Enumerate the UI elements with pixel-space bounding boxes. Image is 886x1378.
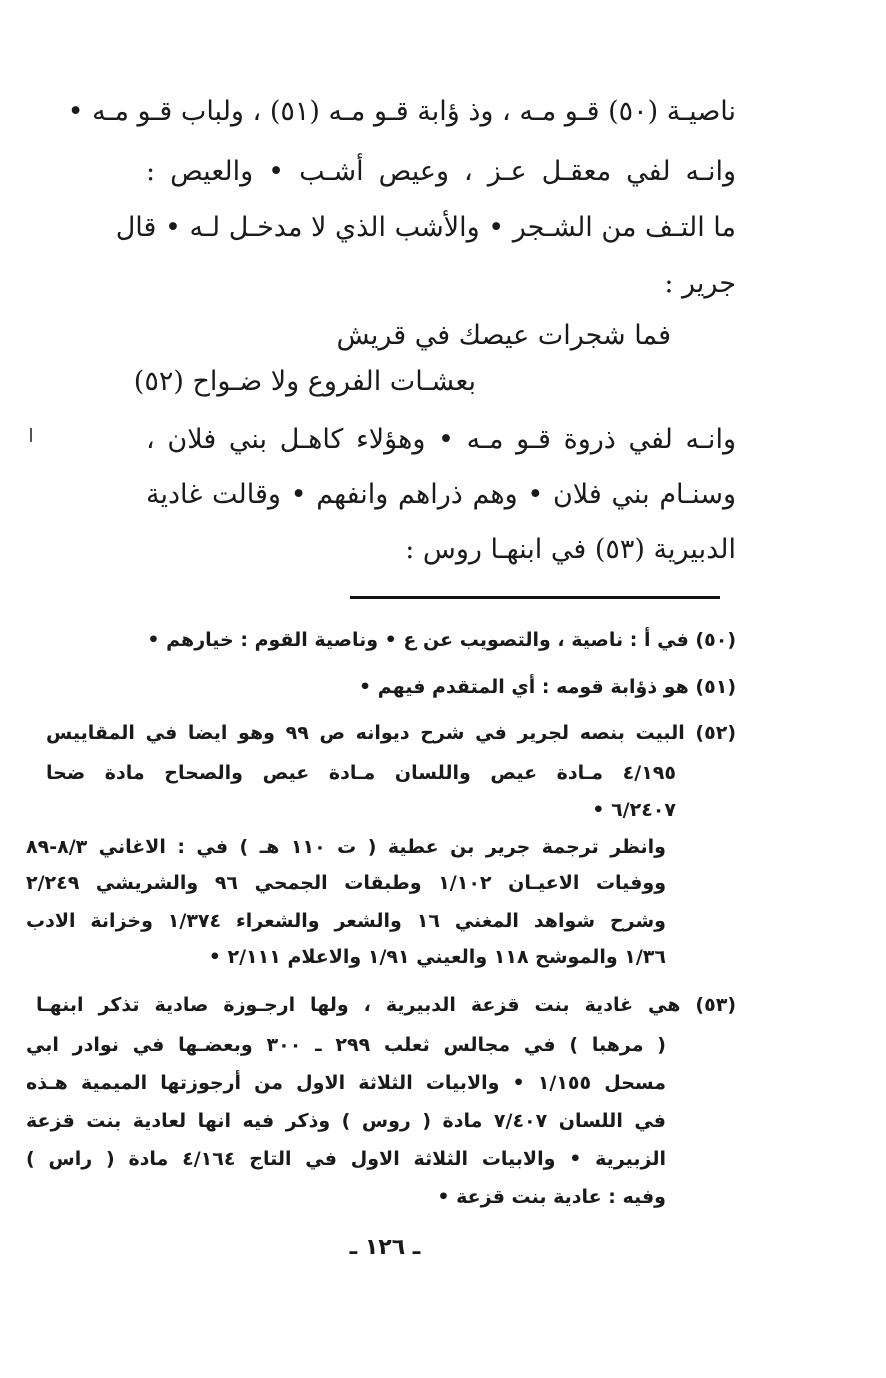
main-text-line-6: وسنـام بني فلان • وهم ذراهم وانفهم • وقالت غادية xyxy=(146,479,736,510)
footnote-ref-line-2: ووفيات الاعيـان ١/١٠٢ وطبقات الجمحي ٩٦ والشريشي ٢/٢٤٩ xyxy=(26,872,666,894)
page-number: ـ ١٢٦ ـ xyxy=(349,1235,421,1260)
footnote-number: (٥٠) xyxy=(695,629,736,651)
main-text-line-3: ما التـف من الشـجر • والأشب الذي لا مدخـل لـه • قال xyxy=(115,212,736,243)
footnote-ref-line-1: وانظر ترجمة جرير بن عطية ( ت ١١٠ هـ ) في : الاغاني ٨/٣-٨٩ xyxy=(26,836,666,858)
footnote-51 xyxy=(136,672,736,702)
footnote-52-line-3: ٦/٢٤٠٧ • xyxy=(592,799,676,821)
verse-line-2: بعشـات الفروع ولا ضـواح (٥٢) xyxy=(133,366,476,397)
footnote-ref-line-3: وشرح شواهد المغني ١٦ والشعر والشعراء ١/٣٧٤ وخزانة الادب xyxy=(26,910,666,932)
footnote-52-line-1 xyxy=(46,718,736,748)
footnote-53-line-6: وفيه : عادية بنت قزعة • xyxy=(437,1186,666,1208)
footnote-text: في أ : ناصية ، والتصويب عن ع • وناصية القوم : خيارهم • xyxy=(147,629,689,651)
footnote-text: هي غادية بنت قزعة الدبيرية ، ولها ارجـوزة صادية تذكر ابنهـا xyxy=(36,994,681,1016)
footnote-53-line-2: ( مرهبا ) في مجالس ثعلب ٢٩٩ ـ ٣٠٠ وبعضـها في نوادر ابي xyxy=(26,1034,666,1056)
footnote-53-line-4: في اللسان ٧/٤٠٧ مادة ( روس ) وذكر فيه انها لعادية بنت قزعة xyxy=(26,1110,666,1132)
main-text-line-7: الدبيرية (٥٣) في ابنهـا روس : xyxy=(405,534,736,565)
main-text-line-4: جرير : xyxy=(664,268,736,299)
main-text-line-1: ناصيـة (٥٠) قـو مـه ، وذ ؤابة قـو مـه (٥١) ، ولباب قـو مـه • xyxy=(67,96,736,127)
margin-mark xyxy=(30,428,32,442)
footnote-50 xyxy=(136,625,736,655)
footnote-53-line-3: مسحل ١/١٥٥ • والابيات الثلاثة الاول من أرجوزتها الميمية هـذه xyxy=(26,1072,666,1094)
main-text-line-5: وانـه لفي ذروة قـو مـه • وهؤلاء كاهـل بني فلان ، xyxy=(146,424,736,455)
footnote-separator xyxy=(350,596,720,599)
footnote-53-line-5: الزبيرية • والابيات الثلاثة الاول في التاج ٤/١٦٤ مادة ( راس ) xyxy=(26,1148,666,1170)
footnote-text: هو ذؤابة قومه : أي المتقدم فيهم • xyxy=(359,676,689,698)
footnote-ref-line-4: ١/٣٦ والموشح ١١٨ والعيني ١/٩١ والاعلام ٢/١١١ • xyxy=(208,946,666,968)
verse-line-1: فما شجرات عيصك في قريش xyxy=(336,320,671,351)
footnote-text: البيت بنصه لجرير في شرح ديوانه ص ٩٩ وهو ايضا في المقاييس xyxy=(46,722,685,744)
footnote-53-line-1 xyxy=(36,990,736,1020)
main-text-line-2: وانـه لفي معقـل عـز ، وعيص أشـب • والعيص : xyxy=(146,156,736,187)
footnote-52-line-2: ٤/١٩٥ مـادة عيص واللسان مـادة عيص والصحاح مادة ضحا xyxy=(46,762,676,784)
footnote-number: (٥٣) xyxy=(695,994,736,1016)
footnote-number: (٥٢) xyxy=(695,722,736,744)
footnote-number: (٥١) xyxy=(695,676,736,698)
